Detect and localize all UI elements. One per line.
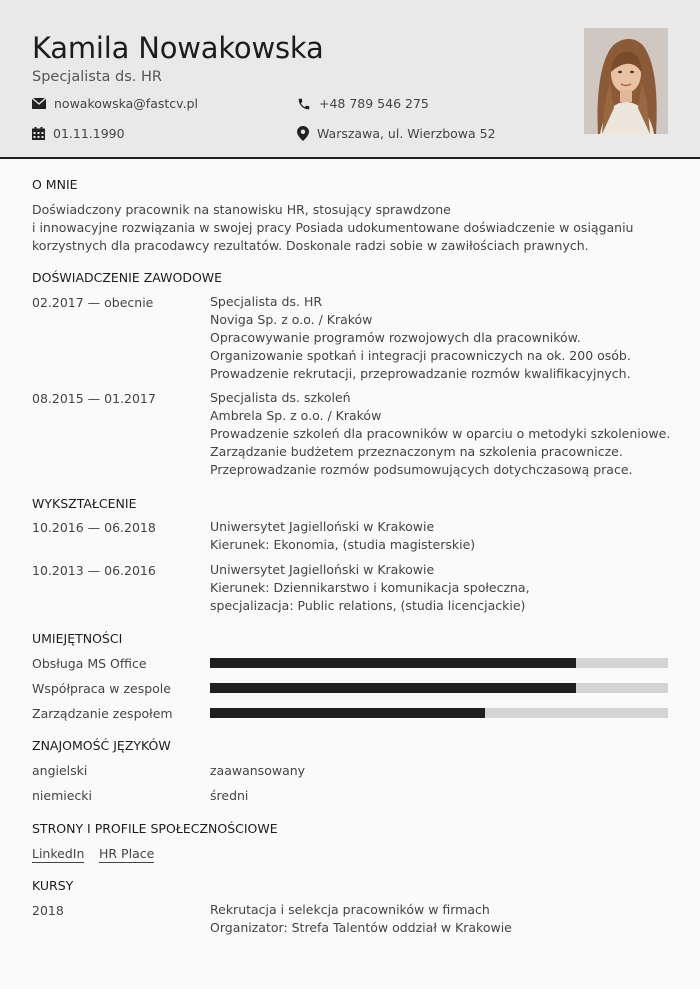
- experience-dates: 08.2015 — 01.2017: [32, 391, 156, 406]
- experience-entry: [210, 389, 670, 479]
- address-text: Warszawa, ul. Wierzbowa 52: [317, 126, 496, 141]
- skill-bar-fill: [210, 708, 485, 718]
- education-school: Uniwersytet Jagielloński w Krakowie: [210, 519, 435, 534]
- course-entry: [210, 901, 512, 937]
- skill-label: Zarządzanie zespołem: [32, 706, 173, 721]
- experience-duty: Organizowanie spotkań i integracji pracowniczych na ok. 200 osób.: [210, 348, 631, 363]
- full-name: Kamila Nowakowska: [32, 31, 324, 65]
- experience-position: Specjalista ds. HR: [210, 294, 323, 309]
- social-section-title: STRONY I PROFILE SPOŁECZNOŚCIOWE: [32, 821, 278, 836]
- envelope-icon: [32, 98, 46, 109]
- birthdate-contact: [32, 126, 125, 141]
- experience-dates: 02.2017 — obecnie: [32, 295, 154, 310]
- map-pin-icon: [297, 126, 309, 141]
- skill-bar: [210, 708, 668, 718]
- skill-bar-fill: [210, 658, 576, 668]
- experience-duty: Przeprowadzanie rozmów podsumowujących dotychczasową prace.: [210, 462, 633, 477]
- calendar-icon: [32, 127, 45, 140]
- education-section-title: WYKSZTAŁCENIE: [32, 496, 137, 511]
- education-major: Kierunek: Dziennikarstwo i komunikacja społeczna,: [210, 580, 530, 595]
- education-school: Uniwersytet Jagielloński w Krakowie: [210, 562, 435, 577]
- education-entry: [210, 518, 475, 554]
- phone-icon: [297, 97, 311, 111]
- course-organizer: Organizator: Strefa Talentów oddział w Krakowie: [210, 920, 512, 935]
- phone-contact: [297, 96, 429, 111]
- skill-label: Współpraca w zespole: [32, 681, 171, 696]
- experience-duty: Prowadzenie szkoleń dla pracowników w oparciu o metodyki szkoleniowe.: [210, 426, 671, 441]
- job-title: Specjalista ds. HR: [32, 69, 162, 85]
- language-level: zaawansowany: [210, 763, 306, 778]
- email-contact: [32, 96, 198, 111]
- course-year: 2018: [32, 903, 64, 918]
- skill-label: Obsługa MS Office: [32, 656, 147, 671]
- birthdate-text: 01.11.1990: [53, 126, 125, 141]
- course-name: Rekrutacja i selekcja pracowników w firmach: [210, 902, 490, 917]
- cv-header: [0, 0, 700, 159]
- education-major: specjalizacja: Public relations, (studia licencjackie): [210, 598, 526, 613]
- education-entry: [210, 561, 530, 615]
- skill-bar: [210, 658, 668, 668]
- skill-bar: [210, 683, 668, 693]
- skills-section-title: UMIEJĘTNOŚCI: [32, 631, 123, 646]
- linkedin-link[interactable]: LinkedIn: [32, 846, 85, 861]
- about-line: Doświadczony pracownik na stanowisku HR, stosujący sprawdzone: [32, 202, 451, 217]
- email-text[interactable]: nowakowska@fastcv.pl: [54, 96, 198, 111]
- skill-bar-fill: [210, 683, 576, 693]
- language-level: średni: [210, 788, 249, 803]
- experience-duty: Prowadzenie rekrutacji, przeprowadzanie rozmów kwalifikacyjnych.: [210, 366, 631, 381]
- about-section-title: O MNIE: [32, 177, 78, 192]
- experience-duty: Opracowywanie programów rozwojowych dla pracowników.: [210, 330, 581, 345]
- education-major: Kierunek: Ekonomia, (studia magisterskie): [210, 537, 476, 552]
- about-line: korzystnych dla pracodawcy rezultatów. Doskonale radzi sobie w zawiłościach prawnych.: [32, 238, 589, 253]
- courses-section-title: KURSY: [32, 878, 74, 893]
- experience-entry: [210, 293, 631, 383]
- about-line: i innowacyjne rozwiązania w swojej pracy Posiada udokumentowane doświadczenie w osiąganiu: [32, 220, 634, 235]
- language-name: angielski: [32, 763, 88, 778]
- language-name: niemiecki: [32, 788, 93, 803]
- education-dates: 10.2016 — 06.2018: [32, 520, 156, 535]
- experience-company: Noviga Sp. z o.o. / Kraków: [210, 312, 373, 327]
- experience-duty: Zarządzanie budżetem przeznaczonym na szkolenia pracownicze.: [210, 444, 623, 459]
- phone-text[interactable]: +48 789 546 275: [319, 96, 429, 111]
- hr-place-link[interactable]: HR Place: [99, 846, 155, 861]
- experience-company: Ambrela Sp. z o.o. / Kraków: [210, 408, 382, 423]
- profile-photo: [584, 28, 668, 134]
- experience-section-title: DOŚWIADCZENIE ZAWODOWE: [32, 270, 223, 285]
- education-dates: 10.2013 — 06.2016: [32, 563, 156, 578]
- about-text: [32, 201, 633, 255]
- experience-position: Specjalista ds. szkoleń: [210, 390, 351, 405]
- languages-section-title: ZNAJOMOŚĆ JĘZYKÓW: [32, 738, 171, 753]
- address-contact: [297, 126, 496, 141]
